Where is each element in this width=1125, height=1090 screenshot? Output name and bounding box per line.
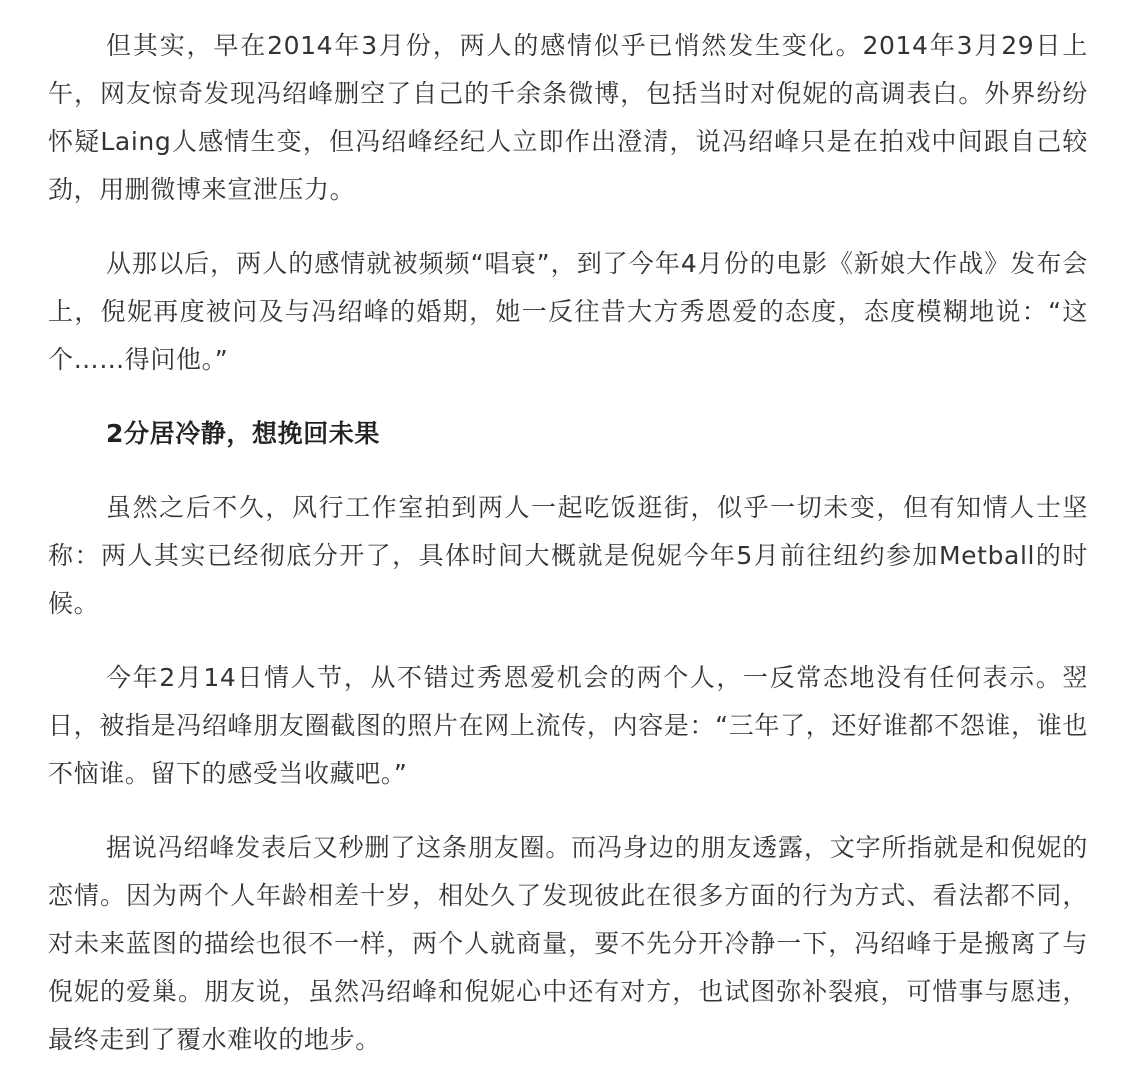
article-paragraph: 今年2月14日情人节，从不错过秀恩爱机会的两个人，一反常态地没有任何表示。翌日，被指是冯绍峰朋友圈截图的照片在网上流传，内容是：“三年了，还好谁都不怨谁，谁也不恼谁。留下的感受当收藏吧。” xyxy=(48,663,1088,788)
article-paragraph: 虽然之后不久，风行工作室拍到两人一起吃饭逛街，似乎一切未变，但有知情人士坚称：两人其实已经彻底分开了，具体时间大概就是倪妮今年5月前往纽约参加Metball的时候。 xyxy=(48,493,1088,618)
article-paragraph: 从那以后，两人的感情就被频频“唱衰”，到了今年4月份的电影《新娘大作战》发布会上，倪妮再度被问及与冯绍峰的婚期，她一反往昔大方秀恩爱的态度，态度模糊地说：“这个……得问他。” xyxy=(48,249,1088,374)
article-paragraph: 据说冯绍峰发表后又秒删了这条朋友圈。而冯身边的朋友透露，文字所指就是和倪妮的恋情。因为两个人年龄相差十岁，相处久了发现彼此在很多方面的行为方式、看法都不同，对未来蓝图的描绘也很不一样，两个人就商量，要不先分开冷静一下，冯绍峰于是搬离了与倪妮的爱巢。朋友说，虽然冯绍峰和倪妮心中还有对方，也试图弥补裂痕，可惜事与愿违，最终走到了覆水难收的地步。 xyxy=(48,833,1088,1054)
section-heading: 2分居冷静，想挽回未果 xyxy=(106,419,380,448)
article-paragraph: 但其实，早在2014年3月份，两人的感情似乎已悄然发生变化。2014年3月29日上午，网友惊奇发现冯绍峰删空了自己的千余条微博，包括当时对倪妮的高调表白。外界纷纷怀疑Laing人感情生变，但冯绍峰经纪人立即作出澄清，说冯绍峰只是在拍戏中间跟自己较劲，用删微博来宣泄压力。 xyxy=(48,31,1088,204)
article-body xyxy=(48,22,1088,1090)
